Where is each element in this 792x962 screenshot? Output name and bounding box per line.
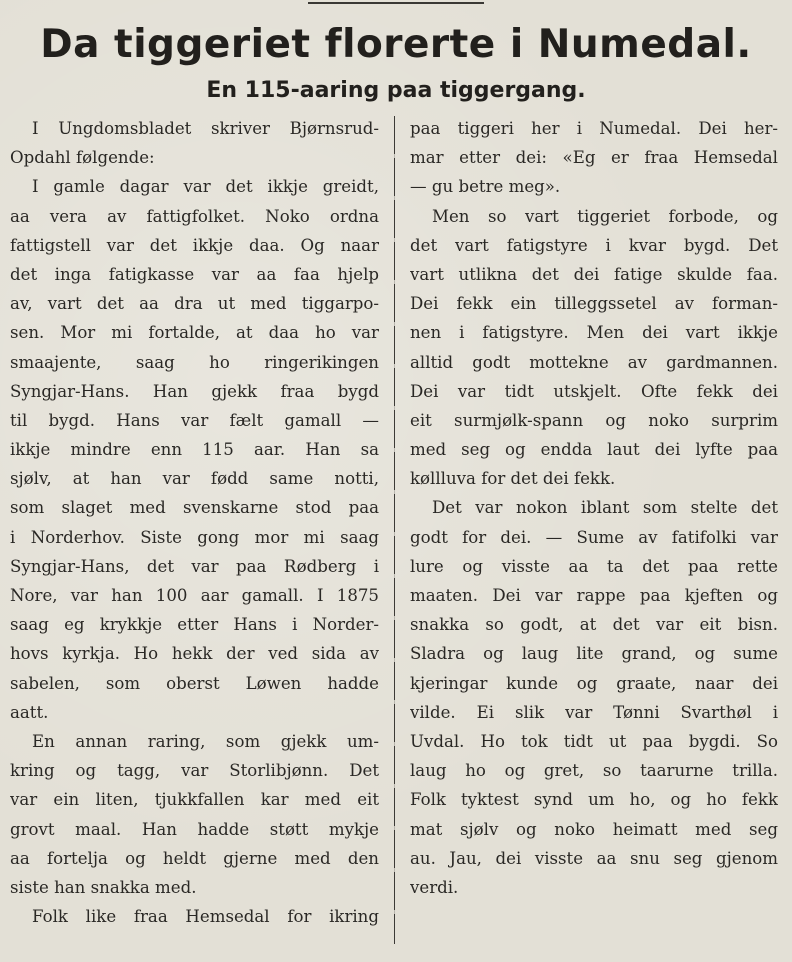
text-line: I gamle dagar var det ikkje greidt, xyxy=(32,177,379,197)
text-line: det vart fatigstyre i kvar bygd. Det xyxy=(410,235,778,255)
right-column xyxy=(410,114,778,902)
text-line: i Norderhov. Siste gong mor mi saag xyxy=(10,527,379,547)
text-line: En annan raring, som gjekk um- xyxy=(32,731,379,751)
text-line: til bygd. Hans var fælt gamall — xyxy=(10,410,379,430)
text-line: aatt. xyxy=(10,702,49,722)
text-line: aa fortelja og heldt gjerne med den xyxy=(10,848,379,868)
text-line: det inga fatigkasse var aa faa hjelp xyxy=(10,264,379,284)
text-line: alltid godt mottekne av gardmannen. xyxy=(410,352,778,372)
top-rule xyxy=(308,2,484,4)
text-line: nen i fatigstyre. Men dei vart ikkje xyxy=(410,323,778,343)
text-line: Dei fekk ein tilleggssetel av forman- xyxy=(410,294,778,314)
text-line: mar etter dei: «Eg er fraa Hemsedal xyxy=(410,148,778,168)
text-line: grovt maal. Han hadde støtt mykje xyxy=(10,819,379,839)
text-line: sabelen, som oberst Løwen hadde xyxy=(10,673,379,693)
text-line: Syngjar-Hans. Han gjekk fraa bygd xyxy=(10,381,379,401)
text-line: vilde. Ei slik var Tønni Svarthøl i xyxy=(410,702,778,722)
text-line: som slaget med svenskarne stod paa xyxy=(10,498,379,518)
text-line: saag eg krykkje etter Hans i Norder- xyxy=(10,615,379,635)
text-line: siste han snakka med. xyxy=(10,877,197,897)
text-line: au. Jau, dei visste aa snu seg gjenom xyxy=(410,848,778,868)
text-line: av, vart det aa dra ut med tiggarpo- xyxy=(10,294,379,314)
text-line: Nore, var han 100 aar gamall. I 1875 xyxy=(10,586,379,605)
text-line: aa vera av fattigfolket. Noko ordna xyxy=(10,206,379,226)
text-line: smaajente, saag ho ringerikingen xyxy=(10,352,379,372)
text-line: — gu betre meg». xyxy=(410,177,561,197)
text-line: Syngjar-Hans, det var paa Rødberg i xyxy=(10,556,379,576)
text-line: Dei var tidt utskjelt. Ofte fekk dei xyxy=(410,381,778,401)
text-line: vart utlikna det dei fatige skulde faa. xyxy=(410,264,778,284)
text-line: eit surmjølk-spann og noko surprim xyxy=(410,410,778,430)
text-line: med seg og endda laut dei lyfte paa xyxy=(410,440,778,460)
text-line: sen. Mor mi fortalde, at daa ho var xyxy=(10,323,379,343)
text-line: kjeringar kunde og graate, naar dei xyxy=(410,673,778,693)
text-line: mat sjølv og noko heimatt med seg xyxy=(410,819,778,839)
article-subheadline: En 115-aaring paa tiggergang. xyxy=(206,78,586,103)
text-line: maaten. Dei var rappe paa kjeften og xyxy=(410,586,778,605)
article-headline: Da tiggeriet florerte i Numedal. xyxy=(40,22,752,67)
text-line: Det var nokon iblant som stelte det xyxy=(432,498,778,518)
text-line: Folk like fraa Hemsedal for ikring xyxy=(32,907,379,927)
text-line: lure og visste aa ta det paa rette xyxy=(410,556,778,576)
text-line: var ein liten, tjukkfallen kar med eit xyxy=(10,790,379,810)
text-line: Sladra og laug lite grand, og sume xyxy=(410,644,778,664)
text-line: I Ungdomsbladet skriver Bjørnsrud- xyxy=(32,119,379,138)
text-line: sjølv, at han var fødd same notti, xyxy=(10,469,379,489)
text-line: laug ho og gret, so taarurne trilla. xyxy=(410,761,778,781)
text-line: Men so vart tiggeriet forbode, og xyxy=(432,206,778,226)
left-column xyxy=(10,114,379,931)
text-line: kring og tagg, var Storlibjønn. Det xyxy=(10,761,379,781)
text-line: Opdahl følgende: xyxy=(10,148,155,168)
text-line: køllluva for det dei fekk. xyxy=(410,469,616,489)
text-line: ikkje mindre enn 115 aar. Han sa xyxy=(10,440,379,460)
column-divider xyxy=(394,116,395,944)
text-line: snakka so godt, at det var eit bisn. xyxy=(410,615,778,635)
text-line: paa tiggeri her i Numedal. Dei her- xyxy=(410,119,778,138)
text-line: Folk tyktest synd um ho, og ho fekk xyxy=(410,790,778,810)
text-line: Uvdal. Ho tok tidt ut paa bygdi. So xyxy=(410,731,778,751)
text-line: verdi. xyxy=(410,877,459,897)
text-line: godt for dei. — Sume av fatifolki var xyxy=(410,527,778,547)
text-line: hovs kyrkja. Ho hekk der ved sida av xyxy=(10,644,379,664)
text-line: fattigstell var det ikkje daa. Og naar xyxy=(10,235,379,255)
